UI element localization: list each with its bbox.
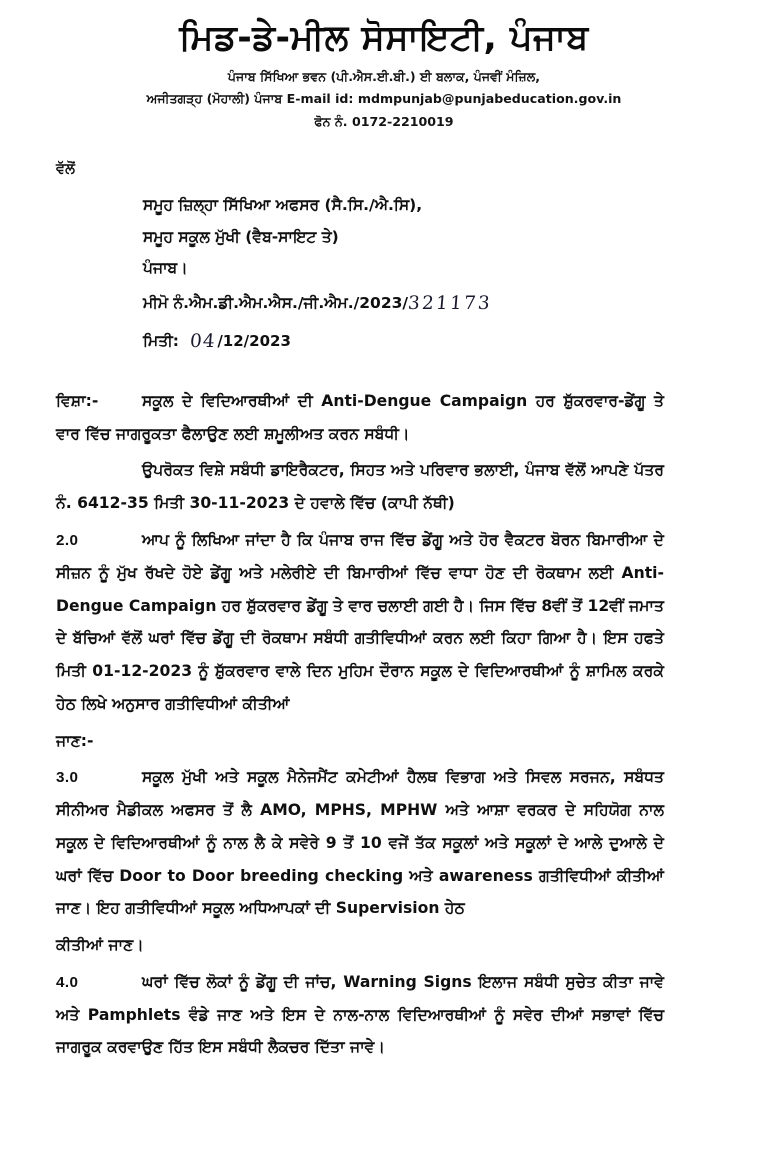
paragraph-text: ਸਕੂਲ ਮੁੱਖੀ ਅਤੇ ਸਕੂਲ ਮੈਨੇਜਮੈਂਟ ਕਮੇਟੀਆਂ ਹੈਲਥ ਵਿਭਾਗ ਅਤੇ ਸਿਵਲ ਸਰਜਨ, ਸਬੰਧਤ ਸੀਨੀਅਰ ਮੈਡੀਕਲ ਅਫਸਰ ਤੋਂ ਲੈ AMO, MPHS, MPHW ਅਤੇ ਆਸ਼ਾ ਵਰਕਰ ਦੇ ਸਹਿਯੋਗ ਨਾਲ ਸਕੂਲ ਦੇ ਵਿਦਿਆਰਥੀਆਂ ਨੂੰ ਨਾਲ ਲੈ ਕੇ ਸਵੇਰੇ 9 ਤੋਂ 10 ਵਜੇਂ ਤੱਕ ਸਕੂਲਾਂ ਅਤੇ ਸਕੂਲਾਂ ਦੇ ਆਲੇ ਦੁਆਲੇ ਦੇ ਘਰਾਂ ਵਿੱਚ Door to Door breeding checking ਅਤੇ awareness ਗਤੀਵਿਧੀਆਂ ਕੀਤੀਆਂ ਜਾਣ। ਇਹ ਗਤੀਵਿਧੀਆਂ ਸਕੂਲ ਅਧਿਆਪਕਾਂ ਦੀ Supervision ਹੇਠ (56, 768, 664, 918)
paragraph-text: ਆਪ ਨੂੰ ਲਿਖਿਆ ਜਾਂਦਾ ਹੈ ਕਿ ਪੰਜਾਬ ਰਾਜ ਵਿੱਚ ਡੇਂਗੂ ਅਤੇ ਹੋਰ ਵੈਕਟਰ ਬੋਰਨ ਬਿਮਾਰੀਆ ਦੇ ਸੀਜ਼ਨ ਨੂੰ ਮੁੱਖ ਰੱਖਦੇ ਹੋਏ ਡੇਂਗੂ ਅਤੇ ਮਲੇਰੀਏ ਦੀ ਬਿਮਾਰੀਆਂ ਵਿੱਚ ਵਾਧਾ ਹੋਣ ਦੀ ਰੋਕਥਾਮ ਲਈ Anti-Dengue Campaign ਹਰ ਸ਼ੁੱਕਰਵਾਰ ਡੇਂਗੂ ਤੇ ਵਾਰ ਚਲਾਈ ਗਈ ਹੈ। ਜਿਸ ਵਿੱਚ 8ਵੀਂ ਤੋਂ 12ਵੀਂ ਜਮਾਤ ਦੇ ਬੱਚਿਆਂ ਵੱਲੋਂ ਘਰਾਂ ਵਿੱਚ ਡੇਂਗੂ ਦੀ ਰੋਕਥਾਮ ਸਬੰਧੀ ਗਤੀਵਿਧੀਆਂ ਕਰਨ ਲਈ ਕਿਹਾ ਗਿਆ ਹੈ। ਇਸ ਹਫਤੇ ਮਿਤੀ 01-12-2023 ਨੂੰ ਸ਼ੁੱਕਰਵਾਰ ਵਾਲੇ ਦਿਨ ਮੁਹਿਮ ਦੌਰਾਨ ਸਕੂਲ ਦੇ ਵਿਦਿਆਰਥੀਆਂ ਨੂੰ ਸ਼ਾਮਿਲ ਕਰਕੇ ਹੇਠ ਲਿਖੇ ਅਨੁਸਾਰ ਗਤੀਵਿਧੀਆਂ ਕੀਤੀਆਂ (56, 530, 664, 713)
document-body (0, 385, 768, 1064)
subject-label: ਵਿਸ਼ਾ:- (56, 391, 99, 410)
memo-number-prefix: ਮੀਮੋ ਨੰ.ਐਮ.ਡੀ.ਐਮ.ਐਸ./ਜੀ.ਐਮ./2023/ (143, 294, 409, 313)
paragraph-text: ਘਰਾਂ ਵਿੱਚ ਲੋਕਾਂ ਨੂੰ ਡੇਂਗੂ ਦੀ ਜਾਂਚ, Warning Signs ਇਲਾਜ ਸਬੰਧੀ ਸੁਚੇਤ ਕੀਤਾ ਜਾਵੇ ਅਤੇ Pamphlets ਵੰਡੇ ਜਾਣ ਅਤੇ ਇਸ ਦੇ ਨਾਲ-ਨਾਲ ਵਿਦਿਆਰਥੀਆਂ ਨੂੰ ਸਵੇਰ ਦੀਆਂ ਸਭਾਵਾਂ ਵਿੱਚ ਜਾਗਰੂਕ ਕਰਵਾਉਣ ਹਿੱਤ ਇਸ ਸਬੰਧੀ ਲੈਕਚਰ ਦਿੱਤਾ ਜਾਵੇ। (56, 972, 664, 1057)
memo-date-handwritten: 04 (188, 331, 217, 353)
organization-phone: ਫੋਨ ਨੰ. 0172-2210019 (314, 113, 454, 129)
subject-text: ਸਕੂਲ ਦੇ ਵਿਦਿਆਰਥੀਆਂ ਦੀ Anti-Dengue Campaign ਹਰ ਸ਼ੁੱਕਰਵਾਰ-ਡੇਂਗੂ ਤੇ ਵਾਰ ਵਿੱਚ ਜਾਗਰੂਕਤਾ ਫੈਲਾਉਣ ਲਈ ਸ਼ਮੂਲੀਅਤ ਕਰਨ ਸਬੰਧੀ। (56, 391, 664, 443)
subject-paragraph (56, 385, 664, 450)
memo-number-handwritten: 321173 (407, 293, 493, 315)
addressee-line-1: ਸਮੂਹ ਜ਼ਿਲ੍ਹਾ ਸਿੱਖਿਆ ਅਫਸਰ (ਸੈ.ਸਿ./ਐ.ਸਿ), (143, 195, 423, 214)
memo-date-rest: /12/2023 (217, 332, 291, 351)
organization-address-line-2: ਅਜੀਤਗੜ੍ਹ (ਮੋਹਾਲੀ) ਪੰਜਾਬ E-mail id: mdmpunjab@punjabeducation.gov.in (146, 91, 622, 107)
paragraph-number: 4.0 (56, 973, 79, 991)
memo-date-label: ਮਿਤੀ (143, 332, 173, 351)
memo-date-line: ਮਿਤੀ: 04/12/2023 (143, 323, 768, 361)
memo-number-line (143, 285, 768, 323)
organization-title: ਮਿਡ-ਡੇ-ਮੀਲ ਸੋਸਾਇਟੀ, ਪੰਜਾਬ (179, 18, 589, 58)
addressee-line-2: ਸਮੂਹ ਸਕੂਲ ਮੁੱਖੀ (ਵੈਬ-ਸਾਇਟ ਤੇ) (143, 227, 339, 246)
paragraph-tail: ਜਾਣ:- (56, 731, 94, 750)
letterhead (0, 0, 768, 129)
from-label: ਵੱਲੋਂ (56, 160, 75, 177)
numbered-paragraph (56, 761, 664, 925)
paragraph-number: 3.0 (56, 769, 79, 787)
paragraph-number: 2.0 (56, 531, 79, 549)
numbered-paragraph (56, 524, 664, 721)
numbered-paragraph (56, 966, 664, 1064)
reference-paragraph: ਉਪਰੋਕਤ ਵਿਸ਼ੇ ਸਬੰਧੀ ਡਾਇਰੈਕਟਰ, ਸਿਹਤ ਅਤੇ ਪਰਿਵਾਰ ਭਲਾਈ, ਪੰਜਾਬ ਵੱਲੋਂ ਆਪਣੇ ਪੱਤਰ ਨੰ. 6412-35 ਮਿਤੀ 30-11-2023 ਦੇ ਹਵਾਲੇ ਵਿੱਚ (ਕਾਪੀ ਨੱਥੀ) (56, 461, 664, 513)
organization-address-line-1: ਪੰਜਾਬ ਸਿੱਖਿਆ ਭਵਨ (ਪੀ.ਐਸ.ਈ.ਬੀ.) ਈ ਬਲਾਕ, ਪੰਜਵੀਂ ਮੰਜ਼ਿਲ, (227, 69, 541, 85)
addressee-block (143, 190, 768, 361)
paragraph-tail: ਕੀਤੀਆਂ ਜਾਣ। (56, 936, 144, 955)
addressee-line-3: ਪੰਜਾਬ। (143, 259, 188, 278)
